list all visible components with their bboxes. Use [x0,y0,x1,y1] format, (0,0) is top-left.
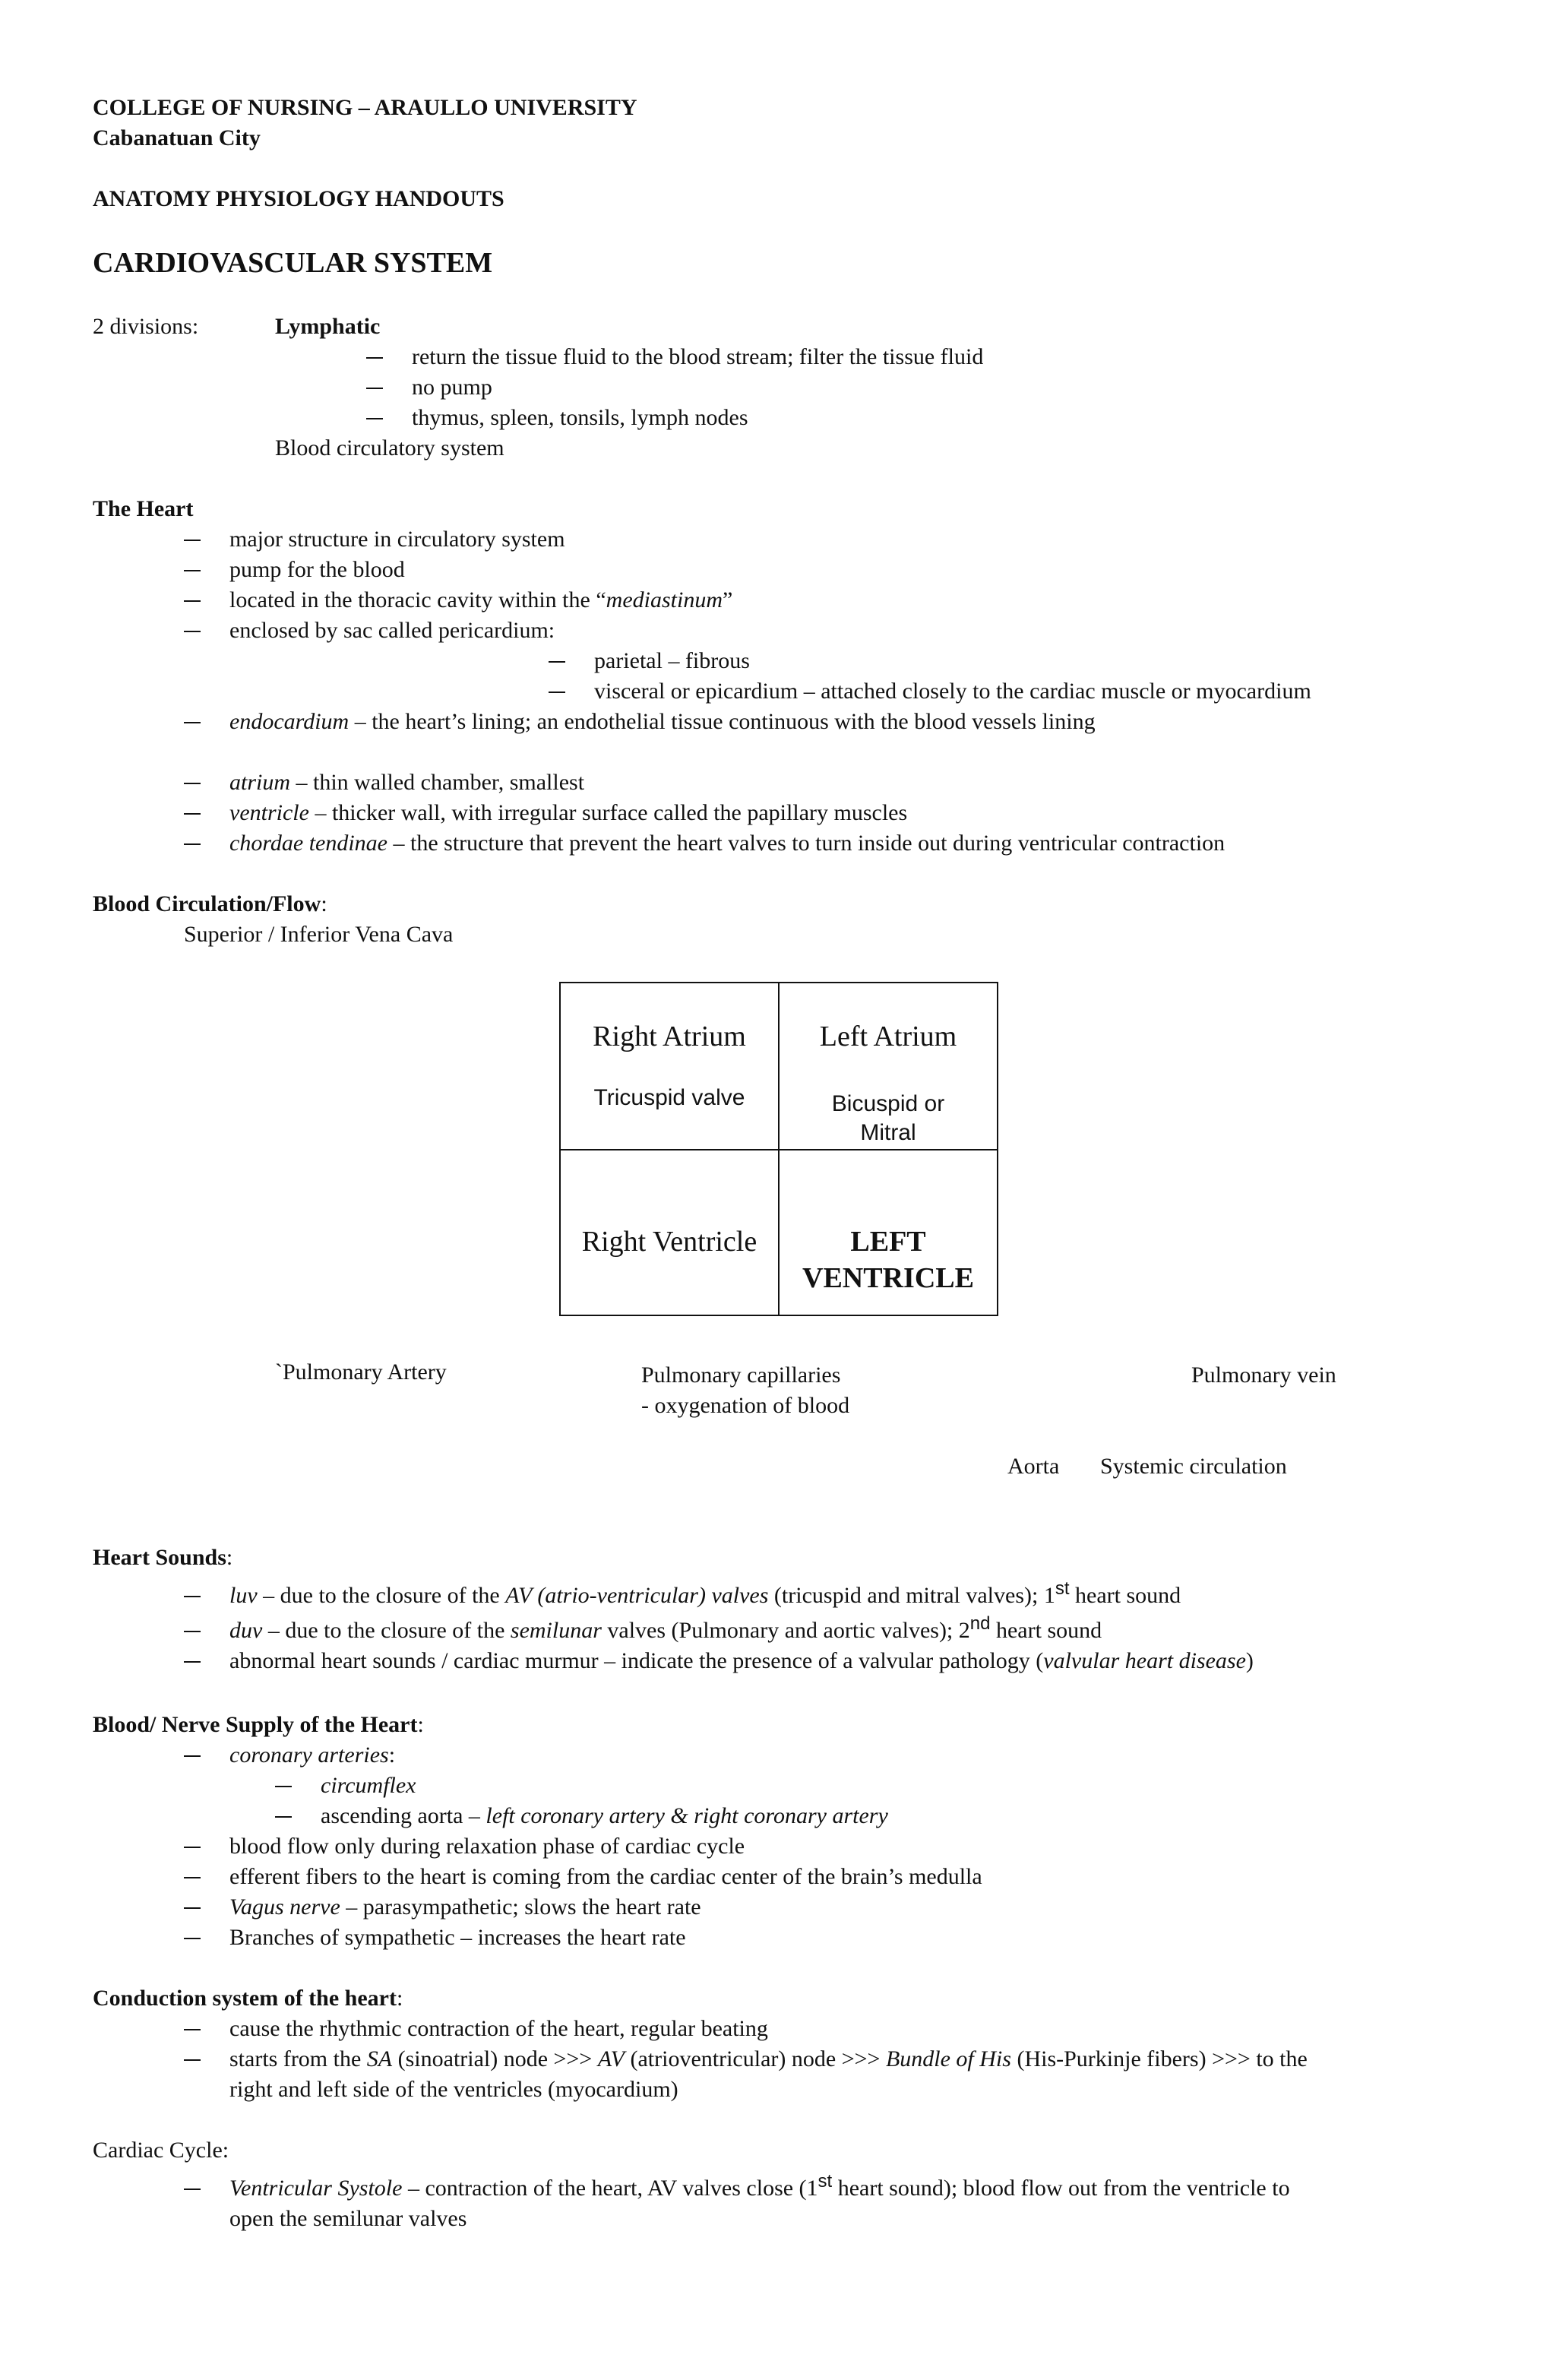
bullet-dash [184,783,201,784]
list-item-continued: right and left side of the ventricles (myocardium) [229,2077,678,2102]
handouts-title: ANATOMY PHYSIOLOGY HANDOUTS [93,186,504,211]
left-ventricle-label: LEFT [850,1226,926,1258]
list-item: Vagus nerve – parasympathetic; slows the heart rate [229,1894,701,1920]
city: Cabanatuan City [93,125,261,150]
list-item: major structure in circulatory system [229,527,565,552]
pulmonary-artery-label: `Pulmonary Artery [275,1359,447,1385]
tricuspid-valve-label: Tricuspid valve [593,1085,745,1110]
college-name: COLLEGE OF NURSING – ARAULLO UNIVERSITY [93,95,637,120]
list-item: abnormal heart sounds / cardiac murmur – indicate the presence of a valvular pathology (valvular heart disease) [229,1648,1254,1673]
bullet-dash [184,722,201,723]
list-item: blood flow only during relaxation phase of cardiac cycle [229,1834,745,1859]
divisions-label: 2 divisions: [93,314,199,339]
list-item: thymus, spleen, tonsils, lymph nodes [412,405,748,430]
cardiac-cycle-heading: Cardiac Cycle: [93,2138,229,2163]
circulation-heading: Blood Circulation/Flow: [93,891,327,916]
list-item: coronary arteries: [229,1742,396,1768]
supply-heading: Blood/ Nerve Supply of the Heart: [93,1712,424,1737]
list-item: parietal – fibrous [594,648,750,673]
list-item: return the tissue fluid to the blood stream; filter the tissue fluid [412,344,984,369]
pulmonary-vein-label: Pulmonary vein [1191,1362,1336,1388]
bullet-dash [184,1938,201,1939]
list-item-continued: open the semilunar valves [229,2206,467,2231]
page-title: CARDIOVASCULAR SYSTEM [93,247,493,279]
left-ventricle-label-2: VENTRICLE [802,1262,974,1294]
aorta-label: Aorta [1007,1454,1060,1479]
heart-sounds-heading: Heart Sounds: [93,1545,233,1570]
bullet-dash [549,661,565,663]
heart-heading: The Heart [93,496,194,521]
bullet-dash [184,1631,201,1632]
bullet-dash [184,540,201,541]
bullet-dash [184,1596,201,1597]
blood-system-label: Blood circulatory system [275,435,504,460]
list-item: atrium – thin walled chamber, smallest [229,770,585,795]
bullet-dash [184,2059,201,2061]
bullet-dash [549,692,565,693]
bullet-dash [184,843,201,845]
bullet-dash [184,1907,201,1909]
bullet-dash [184,1847,201,1848]
right-ventricle-cell [559,1149,780,1316]
heart-chamber-diagram [559,982,998,1316]
list-item: ventricle – thicker wall, with irregular surface called the papillary muscles [229,800,908,825]
right-atrium-cell [559,982,780,1150]
right-ventricle-label: Right Ventricle [581,1226,757,1258]
list-item: endocardium – the heart’s lining; an endothelial tissue continuous with the blood vessels lining [229,709,1096,734]
bullet-dash [184,2189,201,2190]
bullet-dash [184,570,201,571]
right-atrium-label: Right Atrium [593,1021,746,1052]
bullet-dash [184,2029,201,2030]
bullet-dash [366,388,383,389]
left-atrium-label: Left Atrium [819,1021,957,1052]
list-item: Branches of sympathetic – increases the heart rate [229,1925,686,1950]
list-item: located in the thoracic cavity within the “mediastinum” [229,587,733,612]
pulmonary-capillaries-label: Pulmonary capillaries [641,1362,841,1388]
bullet-dash [366,418,383,419]
bullet-dash [184,1755,201,1757]
list-item: duv – due to the closure of the semilunar valves (Pulmonary and aortic valves); 2nd heart sound [229,1613,1102,1643]
left-ventricle-cell [778,1149,998,1316]
bullet-dash [184,1661,201,1663]
bullet-dash [184,1877,201,1878]
list-item: luv – due to the closure of the AV (atrio-ventricular) valves (tricuspid and mitral valves); 1st heart sound [229,1578,1181,1608]
list-item: cause the rhythmic contraction of the heart, regular beating [229,2016,768,2041]
bullet-dash [366,357,383,359]
list-item: visceral or epicardium – attached closely to the cardiac muscle or myocardium [594,679,1311,704]
vena-cava-label: Superior / Inferior Vena Cava [184,922,454,947]
left-atrium-cell [778,982,998,1150]
bullet-dash [184,813,201,815]
list-item: Ventricular Systole – contraction of the heart, AV valves close (1st heart sound); blood flow out from the ventricle to [229,2171,1290,2201]
list-item: ascending aorta – left coronary artery & right coronary artery [321,1803,888,1828]
bicuspid-label: Bicuspid or [831,1091,945,1116]
list-item: chordae tendinae – the structure that prevent the heart valves to turn inside out during ventricular contraction [229,831,1226,856]
bullet-dash [275,1816,292,1818]
bullet-dash [184,600,201,602]
conduction-heading: Conduction system of the heart: [93,1986,403,2011]
list-item: pump for the blood [229,557,405,582]
bullet-dash [184,631,201,632]
oxygenation-label: - oxygenation of blood [641,1393,850,1418]
systemic-circulation-label: Systemic circulation [1100,1454,1287,1479]
list-item: starts from the SA (sinoatrial) node >>> AV (atrioventricular) node >>> Bundle of His (His-Purkinje fibers) >>> to the [229,2046,1308,2071]
list-item: no pump [412,375,492,400]
bullet-dash [275,1786,292,1787]
lymphatic-heading: Lymphatic [275,314,381,339]
list-item: efferent fibers to the heart is coming from the cardiac center of the brain’s medulla [229,1864,982,1889]
list-item: enclosed by sac called pericardium: [229,618,555,643]
mitral-label: Mitral [860,1120,916,1145]
list-item: circumflex [321,1773,416,1798]
